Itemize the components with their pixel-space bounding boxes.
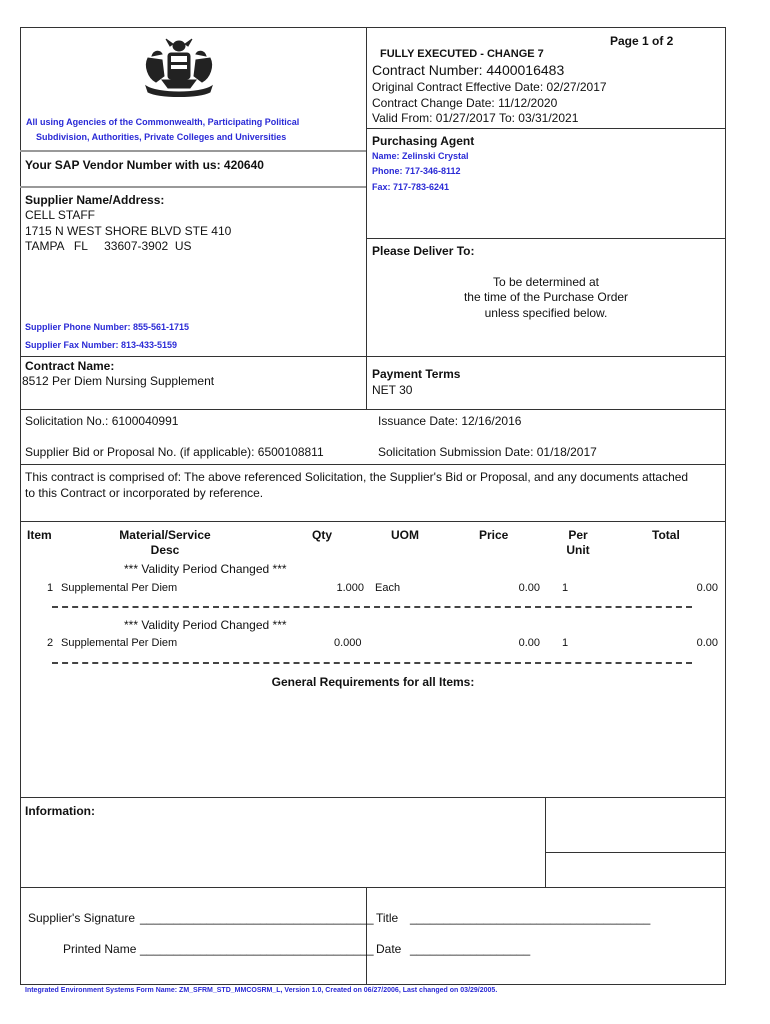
contract-name-value: 8512 Per Diem Nursing Supplement [22,374,215,388]
supplier-address-1: 1715 N WEST SHORE BLVD STE 410 [25,224,232,238]
deliver-line-2: the time of the Purchase Order [463,290,629,304]
comprised-line-2: to this Contract or incorporated by reference. [25,486,264,500]
agencies-line-2: Subdivision, Authorities, Private Colleges and Universities [36,132,287,142]
printed-name-label: Printed Name [63,942,137,956]
deliver-to-title: Please Deliver To: [372,244,475,258]
contract-number: Contract Number: 4400016483 [372,62,565,78]
row-note: *** Validity Period Changed *** [124,618,287,632]
bid-number: Supplier Bid or Proposal No. (if applicable): 6500108811 [25,445,324,459]
divider [366,238,726,239]
row-price: 0.00 [518,582,540,594]
contract-name-title: Contract Name: [25,359,115,373]
divider [20,409,726,410]
agent-phone: Phone: 717-346-8112 [372,166,461,176]
submission-date: Solicitation Submission Date: 01/18/2017 [378,445,597,459]
supplier-signature-line[interactable]: ___________________________________ [140,911,374,925]
header-unit: Unit [566,543,590,557]
header-desc: Desc [150,543,180,557]
row-price: 0.00 [518,637,540,649]
commonwealth-seal [140,36,218,100]
date-line[interactable]: __________________ [410,942,531,956]
divider [20,521,726,522]
deliver-line-3: unless specified below. [484,306,608,320]
form-footer: Integrated Environment Systems Form Name: ZM_SFRM_STD_MMCOSRM_L, Version 1.0, Created on 06/27/2006, Last changed on 03/29/2005. [25,987,498,994]
payment-terms-value: NET 30 [372,383,413,397]
divider [20,797,726,798]
divider [20,150,366,152]
issuance-date: Issuance Date: 12/16/2016 [378,414,522,428]
date-label: Date [376,942,402,956]
divider [545,797,546,887]
divider [366,128,726,129]
header-qty: Qty [312,528,333,542]
supplier-name: CELL STAFF [25,208,96,222]
row-per: 1 [562,637,569,649]
contract-change-date: Contract Change Date: 11/12/2020 [372,96,558,110]
supplier-address-2: TAMPA FL 33607-3902 US [25,239,192,253]
general-requirements: General Requirements for all Items: [271,675,475,689]
header-total: Total [652,528,680,542]
title-line[interactable]: ____________________________________ [410,911,651,925]
header-uom: UOM [391,528,419,542]
row-description: Supplemental Per Diem [61,582,178,594]
deliver-line-1: To be determined at [492,275,600,289]
supplier-fax: Supplier Fax Number: 813-433-5159 [25,340,178,350]
purchasing-agent-title: Purchasing Agent [372,134,475,148]
valid-period: Valid From: 01/27/2017 To: 03/31/2021 [372,111,579,125]
divider [20,887,726,888]
header-material: Material/Service [119,528,211,542]
row-description: Supplemental Per Diem [61,637,178,649]
page-number: Page 1 of 2 [610,34,674,48]
contract-status: FULLY EXECUTED - CHANGE 7 [380,48,544,60]
divider [366,887,367,985]
divider [545,852,726,853]
row-qty: 1.000 [336,582,364,594]
row-per: 1 [562,582,569,594]
row-separator [52,662,692,664]
row-note: *** Validity Period Changed *** [124,562,287,576]
solicitation-number: Solicitation No.: 6100040991 [25,414,179,428]
header-price: Price [479,528,509,542]
divider [20,186,366,188]
row-total: 0.00 [696,582,718,594]
agent-name: Name: Zelinski Crystal [372,151,469,161]
supplier-signature-label: Supplier's Signature [28,911,136,925]
original-effective-date: Original Contract Effective Date: 02/27/2017 [372,80,607,94]
row-item-number: 1 [47,582,54,594]
row-separator [52,606,692,608]
supplier-phone: Supplier Phone Number: 855-561-1715 [25,322,190,332]
agencies-line-1: All using Agencies of the Commonwealth, Participating Political [26,117,300,127]
title-label: Title [376,911,399,925]
row-uom: Each [375,582,401,594]
divider [20,464,726,465]
supplier-title: Supplier Name/Address: [25,193,165,207]
comprised-line-1: This contract is comprised of: The above referenced Solicitation, the Supplier's Bid or Proposal, and any documents attached [25,470,689,484]
row-item-number: 2 [47,637,54,649]
information-label: Information: [25,804,95,818]
row-total: 0.00 [696,637,718,649]
printed-name-line[interactable]: ___________________________________ [140,942,374,956]
header-per: Per [568,528,588,542]
divider [20,356,726,357]
header-item: Item [27,528,52,542]
payment-terms-title: Payment Terms [372,367,461,381]
agent-fax: Fax: 717-783-6241 [372,182,450,192]
vendor-number: Your SAP Vendor Number with us: 420640 [25,158,264,172]
row-qty: 0.000 [334,637,362,649]
divider [366,27,367,409]
